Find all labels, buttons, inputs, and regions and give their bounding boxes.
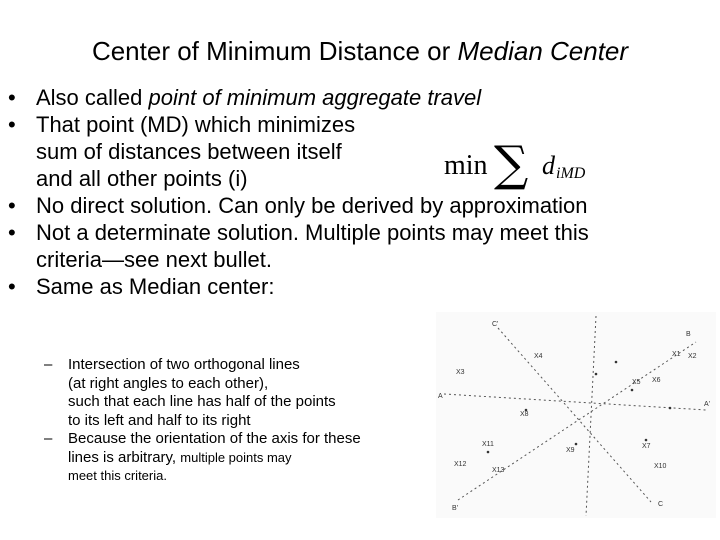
fig-label: X13 [492, 467, 505, 474]
formula-min: min [444, 150, 488, 181]
fig-label: X10 [654, 463, 667, 470]
fig-point [525, 409, 528, 412]
figure-lines [444, 316, 706, 516]
fig-label: X11 [482, 441, 494, 448]
figure-points [487, 361, 672, 454]
line-bb [458, 342, 696, 500]
bullet-3: • No direct solution. Can only be derived by approximation [8, 193, 588, 218]
formula-d: d [542, 151, 555, 180]
bullet-dot: • [8, 193, 16, 218]
line-vertical [586, 316, 596, 516]
sub-bullet-list [44, 356, 434, 486]
title-italic: Median Center [457, 36, 629, 66]
bullet-dot: • [8, 85, 16, 110]
fig-point [595, 373, 598, 376]
formula [442, 136, 612, 196]
formula-subscript: iMD [556, 165, 586, 182]
fig-label: A' [704, 401, 711, 408]
slide-title: Center of Minimum Distance or Median Center [91, 36, 629, 66]
bullet-5: • Same as Median center: [8, 274, 275, 299]
fig-label: X4 [534, 353, 543, 360]
fig-point [645, 439, 648, 442]
bullet-1: • Also called point of minimum aggregate travel [8, 85, 482, 110]
fig-label: X1 [672, 351, 681, 358]
median-center-figure [436, 312, 716, 518]
formula-sigma: ∑ [494, 136, 529, 192]
fig-label: C [658, 501, 664, 508]
fig-label: X6 [652, 377, 661, 384]
fig-label: X8 [520, 411, 529, 418]
fig-point [575, 443, 578, 446]
bullet-dot: • [8, 112, 16, 137]
fig-point [631, 389, 634, 392]
fig-label: X5 [632, 379, 641, 386]
fig-label: X9 [566, 447, 575, 454]
sub-bullet-dash: – [44, 430, 53, 447]
fig-point [487, 451, 490, 454]
figure-labels [438, 321, 710, 512]
fig-label: X12 [454, 461, 467, 468]
sub-bullet-dash: – [44, 356, 53, 373]
sub-bullet-1: – Intersection of two orthogonal lines (at right angles to each other), such that each line has half of the points to its left and half to its right [44, 356, 336, 429]
bullet-dot: • [8, 274, 16, 299]
fig-label: X2 [688, 353, 697, 360]
fig-point [669, 407, 672, 410]
bullet-2: • That point (MD) which minimizes sum of distances between itself and all other points (i) [8, 112, 356, 191]
sub-bullet-2: – Because the orientation of the axis for these lines is arbitrary, multiple points may meet this criteria. [44, 430, 361, 483]
fig-point [615, 361, 618, 364]
fig-label: B [686, 331, 691, 338]
line-aa [444, 394, 706, 410]
bullet-4: • Not a determinate solution. Multiple points may meet this criteria—see next bullet. [8, 220, 589, 272]
fig-label: X7 [642, 443, 651, 450]
fig-label: X3 [456, 369, 465, 376]
fig-label: A [438, 393, 443, 400]
fig-label: B' [452, 505, 459, 512]
fig-label: C' [492, 321, 499, 328]
bullet-dot: • [8, 220, 16, 245]
